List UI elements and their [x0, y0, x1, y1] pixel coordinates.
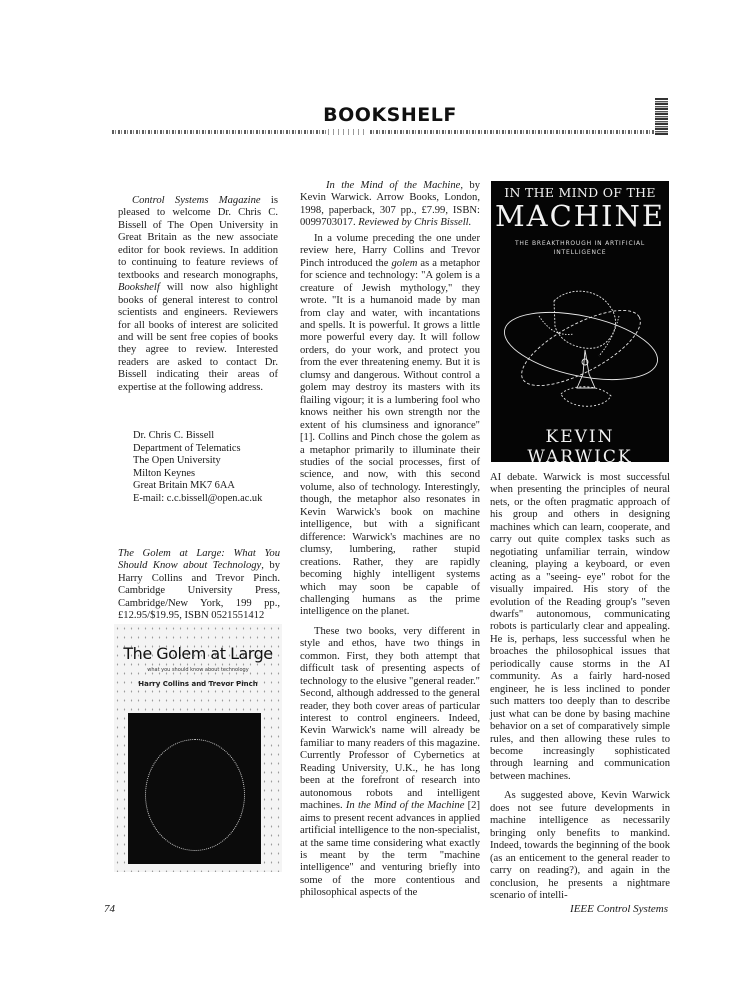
intro-paragraph: Control Systems Magazine is pleased to welcome Dr. Chris C. Bissell of The Open University in Great Britain as the new associate editor for book reviews. In addition to continuing to feature reviews of textbooks and research monographs, Bookshelf will now also highlight books of general interest to control scientists and engineers. Reviewers for all books of interest are solicited and will be sent free copies of books they agree to review. Interested readers are asked to contact Dr. Bissell indicating their areas of expertise at the following address.	[118, 195, 278, 393]
address-department: Department of Telematics	[133, 442, 241, 454]
section-title: BOOKSHELF	[323, 104, 457, 126]
machine-cover-author: KEVIN WARWICK	[527, 427, 633, 467]
machine-book-title: In the Mind of the Machine	[326, 180, 461, 191]
address-email: E-mail: c.c.bissell@open.ac.uk	[133, 492, 263, 504]
address-name: Dr. Chris C. Bissell	[133, 430, 215, 441]
address-university: The Open University	[133, 455, 221, 466]
bookshelf-name: Bookshelf	[118, 282, 160, 294]
golem-cover-artwork	[128, 713, 261, 864]
review-column-middle	[300, 180, 480, 900]
address-city: Milton Keynes	[133, 467, 196, 479]
magazine-name: Control Systems Magazine	[132, 195, 261, 206]
golem-cover-subtitle: what you should know about technology	[147, 667, 249, 673]
intro-block	[118, 195, 278, 394]
golem-cover-title: The Golem at Large	[123, 644, 273, 663]
header-rule-gap	[328, 129, 368, 135]
machine-cover-title: MACHINE	[494, 199, 666, 233]
contact-address	[133, 430, 283, 505]
golem-cover-authors: Harry Collins and Trevor Pinch	[138, 680, 258, 688]
review-paragraph-2: These two books, very different in style and ethos, have two things in common. First, they both attempt that difficult task of presenting aspects of technology to the elusive "general reader." Second, although addressed to the general reader, they both cover areas of particular interest to control engineers. Indeed, Kevin Warwick's name will already be familiar to many readers of this magazine. Currently Professor of Cybernetics at Reading University, U.K., he has long been at the forefront of research into autonomous robots and intelligent machines. In the Mind of the Machine [2] aims to present recent advances in applied artificial intelligence to the non-specialist, at the same time considering what exactly is meant by the term "machine intelligence" and venturing briefly into some of the more contentious and philosophical aspects of the	[300, 625, 480, 899]
header-rule	[112, 130, 668, 134]
page-number: 74	[104, 903, 115, 915]
review-paragraph-4: As suggested above, Kevin Warwick does not see future developments in machine intelligence as necessarily bringing only benefits to mankind. Indeed, towards the beginning of the book (as an enticement to the general reader to carry on reading?), and again in the conclusion, he presents a nightmare scenario of intelli-	[490, 790, 670, 901]
publication-name: IEEE Control Systems	[570, 903, 668, 915]
machine-book-cover-image	[491, 181, 669, 467]
review-paragraph-1: In a volume preceding the one under review here, Harry Collins and Trevor Pinch introduced the golem as a metaphor for science and technology: "A golem is a creature of Jewish mythology," they wrote. "It is a humanoid made by man from clay and water, with incantations and spells. It is powerful. It grows a little more powerful every day. It will follow orders, do your work, and protect you from the ever threatening enemy. But it is clumsy and dangerous. Without control a golem may destroy its masters with its flailing vigour; it is a lumbering fool who knows neither his own strength nor the extent of his clumsiness and ignorance" [1]. Collins and Pinch chose the golem as a metaphor primarily to illuminate their studies of the social processes, first of science, and now, with this second volume, also of technology. Interestingly, though, the metaphor also resonates in Kevin Warwick's book on machine intelligence, but with a significant difference: Warwick's machines are no clumsy, lumbering, rather stupid creations. Rather, they are rapidly becoming highly intelligent systems which may soon be capable of challenging humans as the prime intelligence on the planet.	[300, 232, 481, 618]
golem-book-details: , by Harry Collins and Trevor Pinch. Cambridge University Press, Cambridge/New York, 199 pp., £12.95/$19.95, ISBN 0521551412	[118, 560, 280, 622]
orbit-figure-icon	[499, 276, 661, 426]
header-rule-ornament	[655, 98, 668, 135]
reviewer-credit: Reviewed by Chris Bissell.	[358, 217, 472, 229]
golem-citation	[118, 548, 280, 623]
machine-citation	[300, 180, 480, 230]
address-postcode: Great Britain MK7 6AA	[133, 480, 235, 491]
review-column-right	[490, 472, 670, 902]
machine-cover-subtitle: THE BREAKTHROUGH IN ARTIFICIAL INTELLIGENCE	[514, 240, 646, 256]
golem-book-title: The Golem at Large: What You Should Know about Technology	[118, 548, 280, 572]
machine-book-details: , by Kevin Warwick. Arrow Books, London, 1998, paperback, 307 pp., £7.99, ISBN: 0099703017.	[300, 180, 480, 229]
golem-book-cover-image	[114, 624, 282, 872]
circle-motif-icon	[145, 739, 245, 851]
machine-cover-top-line: IN THE MIND OF THE	[504, 185, 656, 200]
review-paragraph-3: AI debate. Warwick is most successful when presenting the principles of neural nets, or the often pragmatic approach of his group and others in designing machines which can learn, cooperate, and carry out quite complex tasks such as negotiating unfamiliar terrain, window cleaning, playing a keyboard, or even acting as a "seeing- eye" robot for the visually impaired. His story of the evolution of the Reading group's "seven dwarfs" autonomous, communicating robots is particularly clear and appealing. He is, perhaps, less successful when he broaches the philosophical issues that periodically cause storms in the AI community. As a fairly hard-nosed engineer, he is less inclined to ponder such matters too deeply than to describe just what can be done by basing machine behavior on a set of comparatively simple rules, and then allowing these rules to become increasingly sophisticated through learning and communication between machines.	[490, 472, 670, 782]
